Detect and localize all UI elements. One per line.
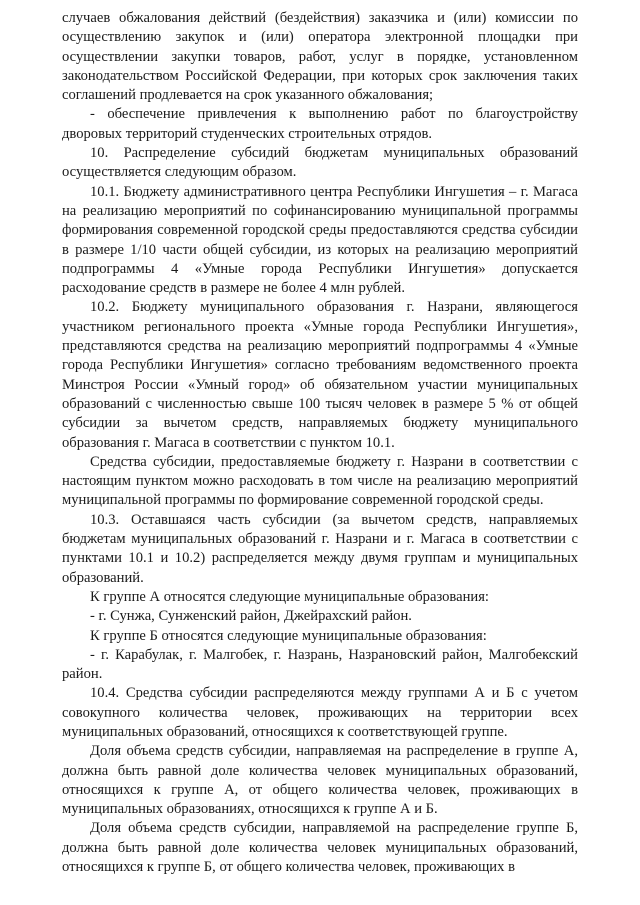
paragraph-14: Доля объема средств субсидии, направляемой на распределение группе Б, должна быть равной доле количества человек муниципальных образований, относящихся к группе Б, от общего количества человек, проживающих в (62, 820, 578, 876)
paragraph-3: 10. Распределение субсидий бюджетам муниципальных образований осуществляется следующим образом. (62, 145, 578, 181)
paragraph-6: Средства субсидии, предоставляемые бюджету г. Назрани в соответствии с настоящим пунктом можно расходовать в том числе на реализацию мероприятий муниципальной программы по формирование современной городской среды. (62, 453, 578, 509)
paragraph-5: 10.2. Бюджету муниципального образования г. Назрани, являющегося участником регионального проекта «Умные города Республики Ингушетия», представляются средства на реализацию мероприятий подпрограммы 4 «Умные города Республики Ингушетия» согласно требованиям ведомственного проекта Минстроя России «Умный город» об обязательном участии муниципальных образований с численностью свыше 100 тысяч человек в размере 5 % от общей субсидии за вычетом средств, направляемых бюджету муниципального образования г. Магаса в соответствии с пунктом 10.1. (62, 299, 578, 451)
paragraph-4: 10.1. Бюджету административного центра Республики Ингушетия – г. Магаса на реализацию мероприятий по софинансированию муниципальной программы формирования современной городской среды предоставляются средства субсидии в размере 1/10 части общей субсидии, из которых на реализацию мероприятий подпрограммы 4 «Умные города Республики Ингушетия» допускается расходование средств в размере не более 4 млн рублей. (62, 183, 578, 297)
document-page (62, 9, 578, 877)
paragraph-2: - обеспечение привлечения к выполнению работ по благоустройству дворовых территорий студенческих строительных отрядов. (62, 106, 578, 142)
paragraph-9: - г. Сунжа, Сунженский район, Джейрахский район. (90, 608, 412, 625)
paragraph-8: К группе А относятся следующие муниципальные образования: (90, 588, 489, 605)
paragraph-12: 10.4. Средства субсидии распределяются между группами А и Б с учетом совокупного количества человек, проживающих на территории всех муниципальных образований, относящихся к соответствующей группе. (62, 685, 578, 740)
paragraph-13: Доля объема средств субсидии, направляемая на распределение в группе А, должна быть равной доле количества человек муниципальных образований, относящихся к группе А, от общего количества человек, проживающих в муниципальных образованиях, относящихся к группе А и Б. (62, 743, 578, 818)
paragraph-1: случаев обжалования действий (бездействия) заказчика и (или) комиссии по осуществлению закупок и (или) оператора электронной площадки при осуществлении закупки товаров, работ, услуг в порядке, установленном законодательством Российской Федерации, при которых срок заключения таких соглашений продлевается на срок указанного обжалования; (62, 10, 578, 104)
paragraph-10: К группе Б относятся следующие муниципальные образования: (90, 627, 487, 644)
paragraph-7: 10.3. Оставшаяся часть субсидии (за вычетом средств, направляемых бюджетам муниципальных образований г. Назрани и г. Магаса в соответствии с пунктами 10.1 и 10.2) распределяется между двумя группам и муниципальных образований. (62, 511, 578, 586)
paragraph-11: - г. Карабулак, г. Малгобек, г. Назрань, Назрановский район, Малгобекский район. (62, 646, 578, 683)
